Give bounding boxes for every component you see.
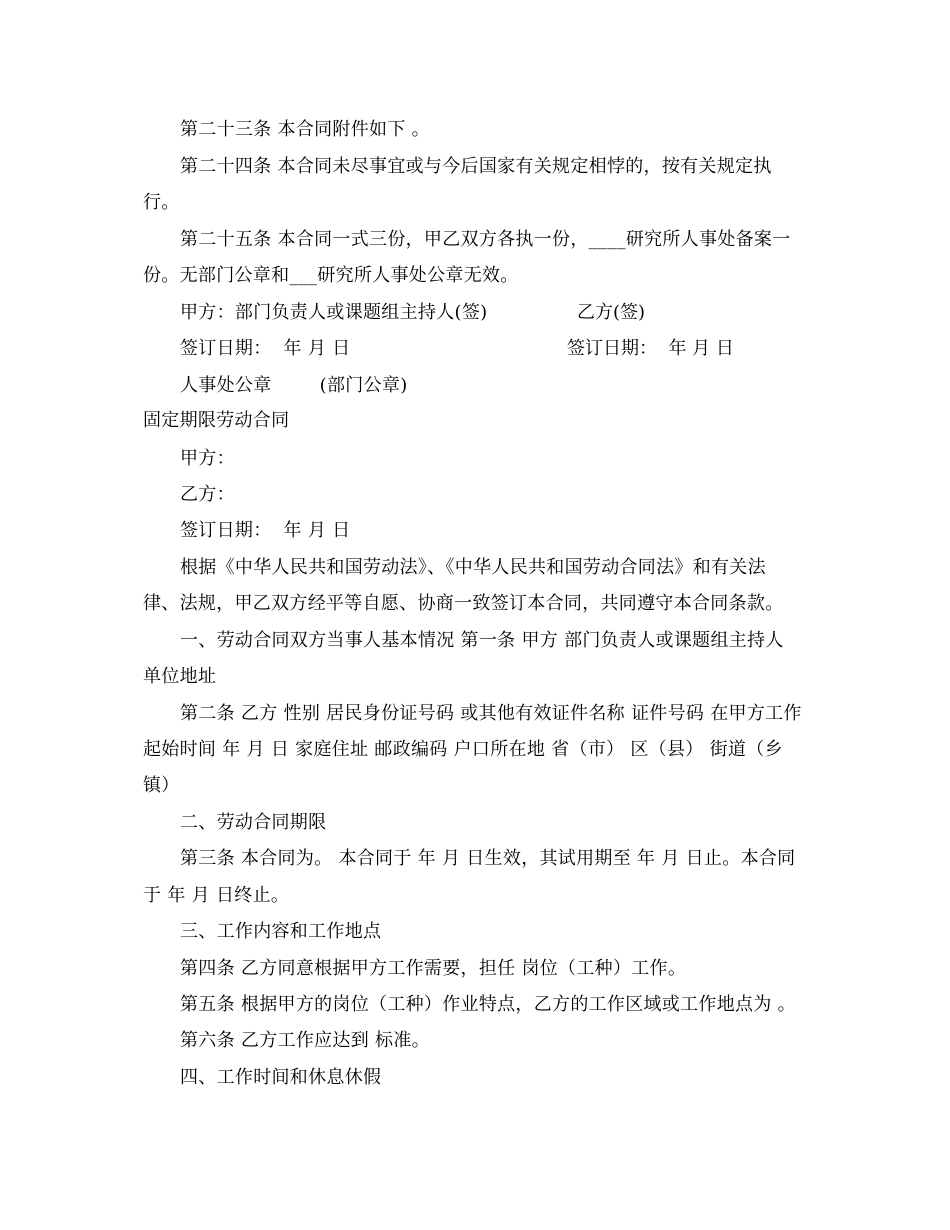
clause-24-line-1: 第二十四条 本合同未尽事宜或与今后国家有关规定相悖的，按有关规定执 [180,156,772,177]
section-3-heading: 三、工作内容和工作地点 [180,921,382,942]
contract-title: 固定期限劳动合同 [143,410,290,431]
clause-23: 第二十三条 本合同附件如下 。 [180,119,430,140]
section-4-heading: 四、工作时间和休息休假 [180,1067,382,1088]
clause-2-line-3: 镇） [143,775,180,796]
signing-date-field: 签订日期： 年 月 日 [180,520,351,541]
section-2-heading: 二、劳动合同期限 [180,812,327,833]
clause-25-line-2: 份。无部门公章和___研究所人事处公章无效。 [143,265,519,286]
preamble-line-1: 根据《中华人民共和国劳动法》、《中华人民共和国劳动合同法》和有关法 [180,557,766,578]
clause-3-line-1: 第三条 本合同为。 本合同于 年 月 日生效，其试用期至 年 月 日止。本合同 [180,848,796,869]
section-1-line-1: 一、劳动合同双方当事人基本情况 第一条 甲方 部门负责人或课题组主持人 [180,630,784,651]
preamble-line-2: 律、法规，甲乙双方经平等自愿、协商一致签订本合同，共同遵守本合同条款。 [143,593,784,614]
party-b-field: 乙方： [180,484,235,505]
party-b-signature: 乙方(签) [577,302,646,323]
section-1-line-2: 单位地址 [143,666,217,687]
clause-5: 第五条 根据甲方的岗位（工种）作业特点，乙方的工作区域或工作地点为 。 [180,994,796,1015]
signing-date-right: 签订日期： 年 月 日 [567,338,734,359]
clause-25-line-1: 第二十五条 本合同一式三份，甲乙双方各执一份，____研究所人事处备案一 [180,229,791,250]
clause-3-line-2: 于 年 月 日终止。 [143,885,290,906]
clause-6: 第六条 乙方工作应达到 标准。 [180,1030,430,1051]
signing-date-left: 签订日期： 年 月 日 [180,338,351,359]
official-seals: 人事处公章 (部门公章) [180,375,408,396]
party-a-signature: 甲方：部门负责人或课题组主持人(签) [180,302,488,323]
clause-2-line-2: 起始时间 年 月 日 家庭住址 邮政编码 户口所在地 省（市） 区（县） 街道（乡 [143,739,783,760]
clause-2-line-1: 第二条 乙方 性别 居民身份证号码 或其他有效证件名称 证件号码 在甲方工作 [180,703,802,724]
party-a-field: 甲方： [180,448,235,469]
clause-4: 第四条 乙方同意根据甲方工作需要，担任 岗位（工种）工作。 [180,958,687,979]
clause-24-line-2: 行。 [143,192,180,213]
